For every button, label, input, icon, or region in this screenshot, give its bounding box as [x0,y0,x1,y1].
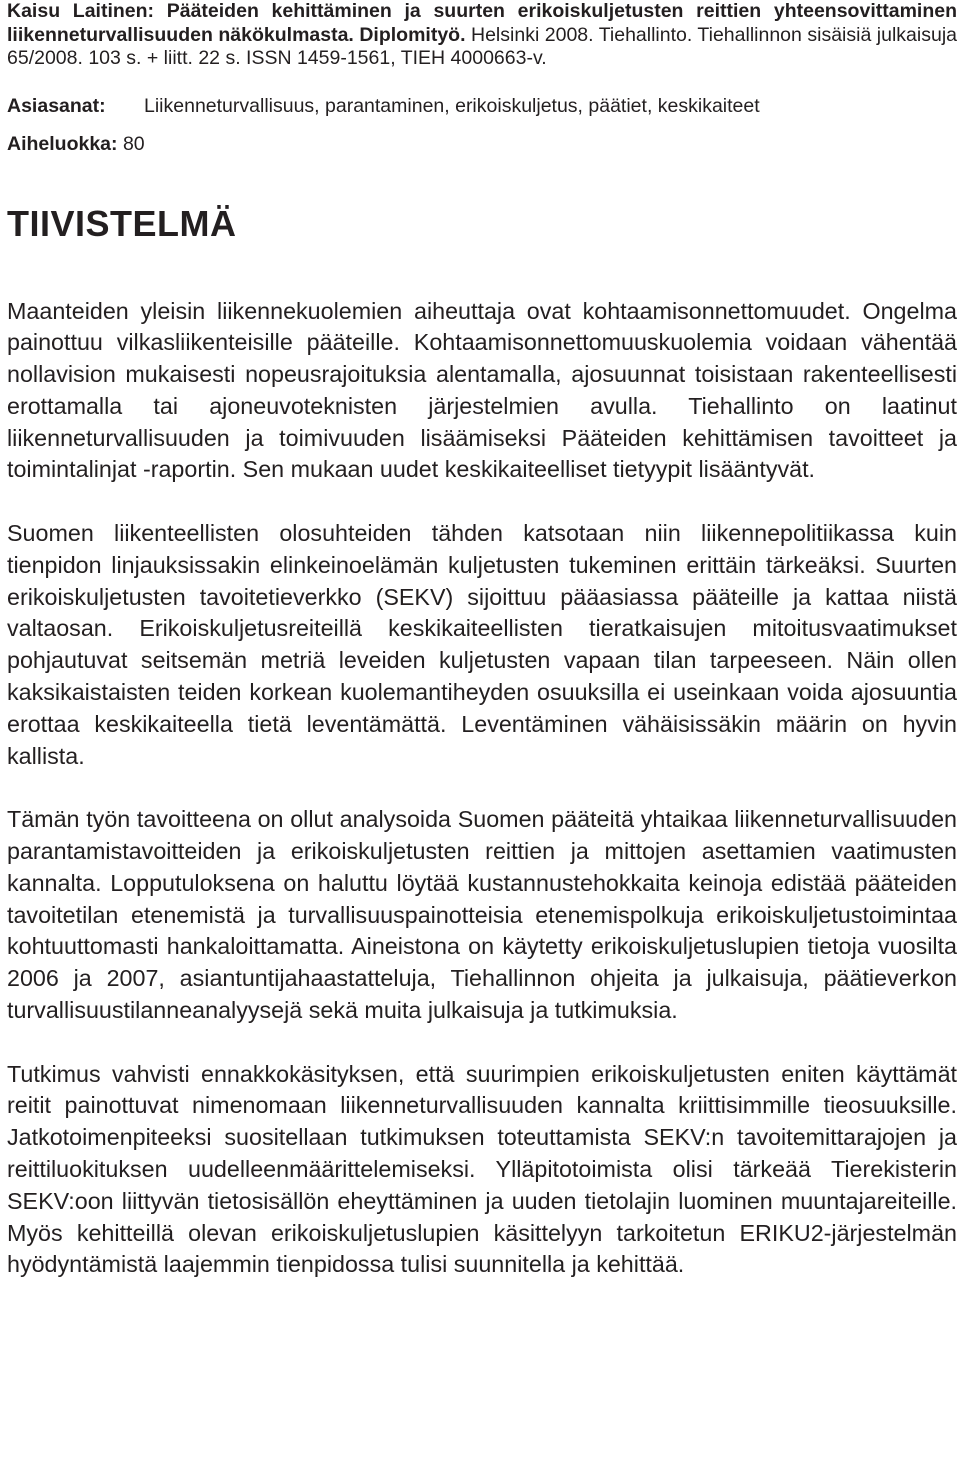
keywords-value: Liikenneturvallisuus, parantaminen, erikoiskuljetus, päätiet, keskikaiteet [144,94,760,117]
abstract-title: TIIVISTELMÄ [7,202,237,244]
citation-author-title: Kaisu Laitinen: Pääteiden kehittäminen ja suurten erikoiskuljetusten reittien yhteensovittaminen liikenneturvallisuuden näkökulmasta. Diplomityö. [7,0,957,46]
abstract-body [7,296,957,1282]
abstract-paragraph-3: Tämän työn tavoitteena on ollut analysoida Suomen pääteitä yhtaikaa liikenneturvallisuuden parantamistavoitteiden ja erikoiskuljetusten reittien ja mittojen asettamien vaatimusten kannalta. Lopputuloksena on haluttu löytää kustannustehokkaita keinoja edistää pääteiden tavoitetilan etenemistä ja turvallisuuspainotteisia etenemispolkuja erikoiskuljetustoimintaa kohtuuttomasti hankaloittamatta. Aineistona on käytetty erikoiskuljetuslupien tietoja vuosilta 2006 ja 2007, asiantuntijahaastatteluja, Tiehallinnon ohjeita ja julkaisuja, päätieverkon turvallisuustilanneanalyysejä sekä muita julkaisuja ja tutkimuksia. [7,806,957,1024]
keywords-label: Asiasanat: [7,94,106,117]
category-label: Aiheluokka: [7,132,118,155]
citation [7,0,957,71]
category-row [7,132,957,156]
citation-publication-info: Helsinki 2008. Tiehallinto. Tiehallinnon sisäisiä julkaisuja 65/2008. 103 s. + liitt. 22 s. ISSN 1459-1561, TIEH 4000663-v. [7,23,957,69]
category-value: 80 [122,132,145,155]
keywords-row [7,94,957,118]
abstract-paragraph-2: Suomen liikenteellisten olosuhteiden tähden katsotaan niin liikennepolitiikassa kuin tienpidon linjauksissakin elinkeinoelämän kuljetusten tukeminen erittäin tärkeäksi. Suurten erikoiskuljetusten tavoitetieverkko (SEKV) sijoittuu pääasiassa pääteille ja kattaa niistä valtaosan. Erikoiskuljetusreiteillä keskikaiteellisten tieratkaisujen mitoitusvaatimukset pohjautuvat seitsemän metriä leveiden kuljetusten vapaan tilan tarpeeseen. Näin ollen kaksikaistaisten teiden korkean kuolemantiheyden osuuksilla ei useinkaan voida ajosuuntia erottaa keskikaiteella tietä leventämättä. Leventäminen vähäisissäkin määrin on hyvin kallista. [7,520,957,769]
abstract-paragraph-1: Maanteiden yleisin liikennekuolemien aiheuttaja ovat kohtaamisonnettomuudet. Ongelma painottuu vilkasliikenteisille pääteille. Kohtaamisonnettomuuskuolemia voidaan vähentää nollavision mukaisesti nopeusrajoituksia alentamalla, ajosuunnat toisistaan rakenteellisesti erottamalla tai ajoneuvoteknisten järjestelmien avulla. Tiehallinto on laatinut liikenneturvallisuuden ja toimivuuden lisäämiseksi Pääteiden kehittämisen tavoitteet ja toimintalinjat -raportin. Sen mukaan uudet keskikaiteelliset tietyypit lisääntyvät. [7,297,957,483]
abstract-paragraph-4: Tutkimus vahvisti ennakkokäsityksen, että suurimpien erikoiskuljetusten eniten käyttämät reitit painottuvat nimenomaan liikenneturvallisuuden kannalta kriittisimmille tieosuuksille. Jatkotoimenpiteeksi suositellaan tutkimuksen toteuttamista SEKV:n tavoitemittarajojen ja reittiluokituksen uudelleenmäärittelemiseksi. Ylläpitotoimista olisi tärkeää Tierekisterin SEKV:oon liittyvän tietosisällön eheyttäminen ja uuden tietolajin luominen muuntajareiteille. Myös kehitteillä olevan erikoiskuljetuslupien käsittelyyn tarkoitetun ERIKU2-järjestelmän hyödyntämistä laajemmin tienpidossa tulisi suunnitella ja kehittää. [7,1060,957,1278]
document-page [7,0,957,1281]
